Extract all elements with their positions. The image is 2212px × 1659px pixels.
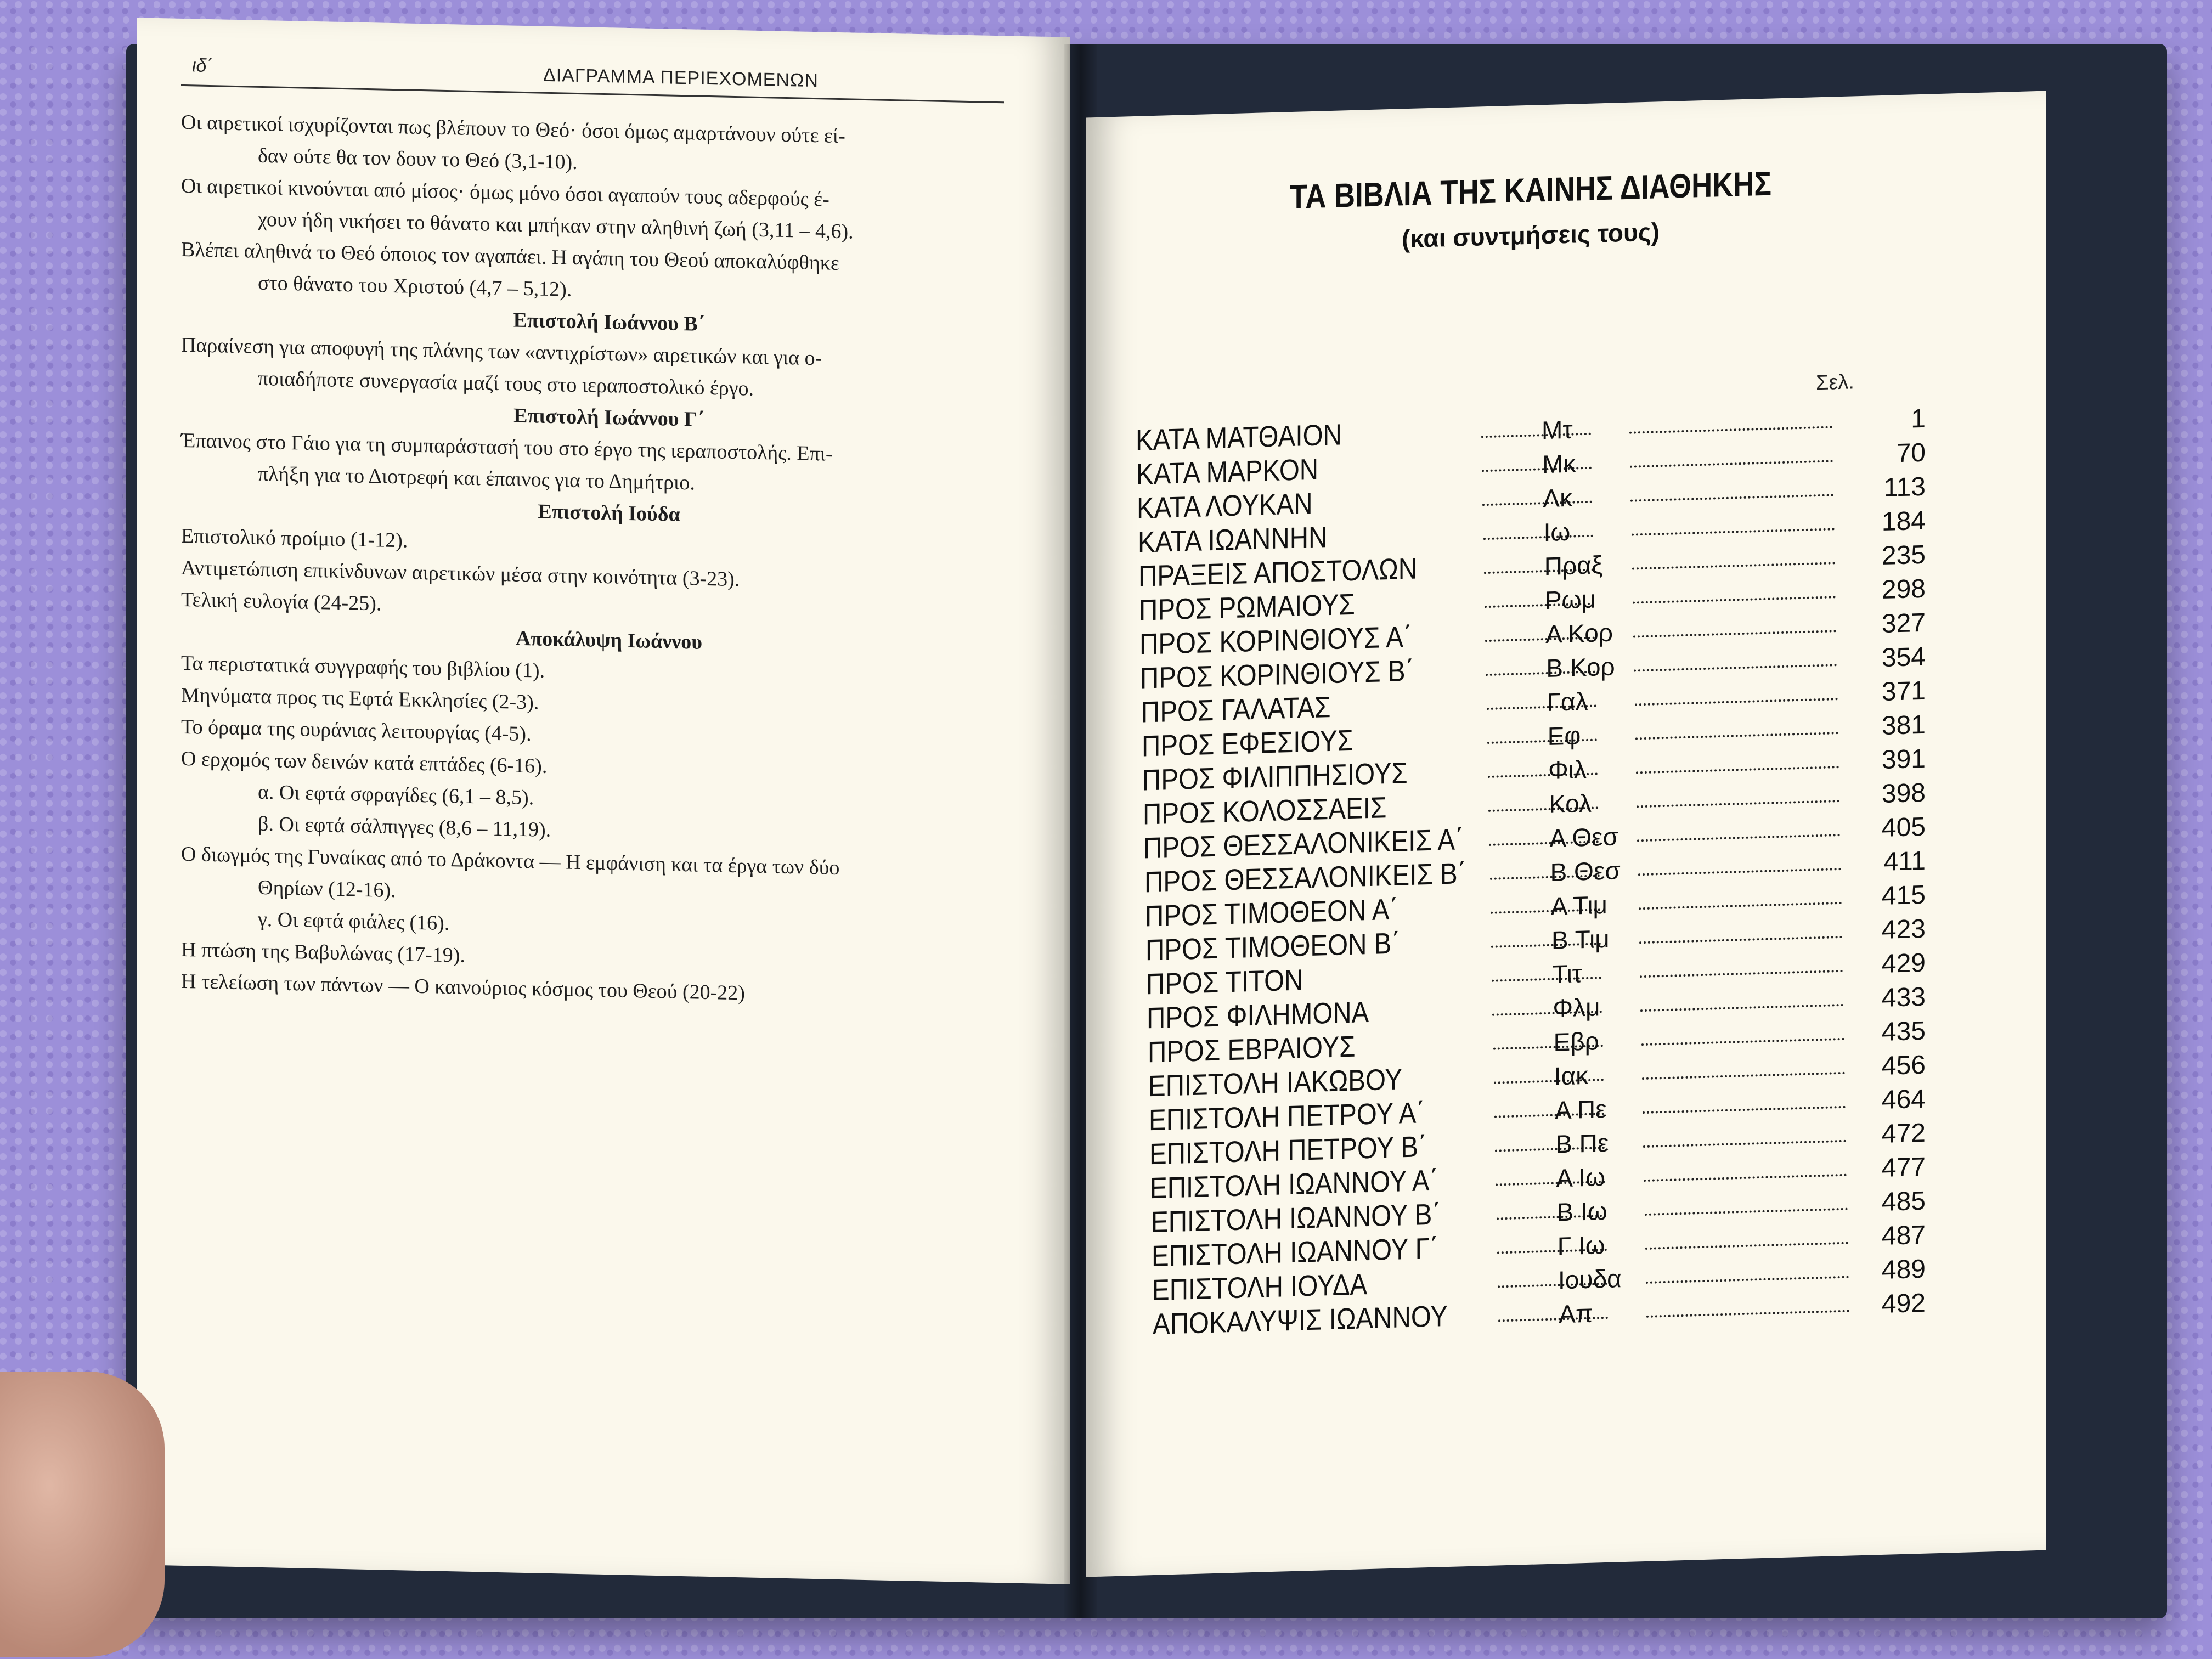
book-page-number: 354: [1881, 642, 1926, 673]
dot-leader: [1644, 1174, 1847, 1182]
outline-line: β. Οι εφτά σάλπιγγες (8,6 – 11,19).: [258, 812, 551, 842]
book-page-number: 398: [1881, 778, 1926, 809]
book-name: ΕΠΙΣΤΟΛΗ ΠΕΤΡΟΥ Α΄: [1149, 1096, 1425, 1137]
book-abbreviation: Α Κορ: [1545, 618, 1613, 649]
book-abbreviation: Α Ιω: [1556, 1163, 1606, 1193]
dot-leader: [1639, 936, 1842, 944]
outline-line: Αντιμετώπιση επικίνδυνων αιρετικών μέσα στην κοινότητα (3-23).: [181, 556, 740, 591]
book-abbreviation: Απ: [1559, 1299, 1593, 1329]
book-page-number: 411: [1883, 846, 1926, 877]
book-page-number: 433: [1881, 982, 1926, 1013]
dot-leader: [1482, 501, 1592, 506]
outline-line: Τα περιστατικά συγγραφής του βιβλίου (1).: [181, 651, 545, 682]
book-page-number: 327: [1881, 608, 1926, 639]
book-name: ΠΡΟΣ ΘΕΣΣΑΛΟΝΙΚΕΙΣ Β΄: [1144, 857, 1466, 899]
dot-leader: [1646, 1310, 1849, 1318]
book-page-number: 371: [1881, 676, 1926, 707]
book-name: ΚΑΤΑ ΜΑΤΘΑΙΟΝ: [1136, 418, 1342, 457]
book-name: ΑΠΟΚΑΛΥΨΙΣ ΙΩΑΝΝΟΥ: [1153, 1300, 1448, 1341]
outline-line: Οι αιρετικοί ισχυρίζονται πως βλέπουν το Θεό· όσοι όμως αμαρτάνουν ούτε εί-: [181, 110, 845, 148]
dot-leader: [1635, 732, 1838, 740]
book-abbreviation: Εφ: [1547, 721, 1581, 751]
book-name: ΠΡΟΣ ΤΙΤΟΝ: [1146, 963, 1304, 1001]
dot-leader: [1483, 535, 1593, 540]
left-page: [137, 18, 1070, 1584]
toc-title: ΤΑ ΒΙΒΛΙΑ ΤΗΣ ΚΑΙΝΗΣ ΔΙΑΘΗΚΗΣ: [1290, 165, 1771, 217]
outline-line: Ο διωγμός της Γυναίκας από το Δράκοντα — Η εμφάνιση και τα έργα των δύο: [181, 842, 840, 880]
book-name: ΚΑΤΑ ΛΟΥΚΑΝ: [1137, 487, 1313, 525]
book-name: ΠΡΟΣ ΤΙΜΟΘΕΟΝ Β΄: [1146, 927, 1401, 967]
book-page-number: 477: [1881, 1152, 1926, 1183]
book-page-number: 70: [1896, 438, 1926, 469]
outline-line: Επιστολικό προίμιο (1-12).: [181, 524, 408, 552]
dot-leader: [1481, 433, 1591, 438]
book-name: ΠΡΟΣ ΚΟΡΙΝΘΙΟΥΣ Α΄: [1139, 620, 1412, 661]
book-abbreviation: Γ Ιω: [1557, 1231, 1605, 1261]
running-title: ΔΙΑΓΡΑΜΜΑ ΠΕΡΙΕΧΟΜΕΝΩΝ: [543, 64, 819, 92]
dot-leader: [1630, 460, 1833, 467]
book-page-number: 184: [1881, 506, 1926, 537]
book-name: ΠΡΟΣ ΦΙΛΗΜΟΝΑ: [1147, 996, 1369, 1035]
book-page-number: 429: [1881, 948, 1926, 979]
book-abbreviation: Β Ιω: [1556, 1196, 1607, 1227]
book-abbreviation: Μτ: [1542, 415, 1573, 445]
book-abbreviation: Β Πε: [1555, 1128, 1609, 1159]
outline-line: Το όραμα της ουράνιας λειτουργίας (4-5).: [181, 715, 532, 746]
book-name: ΠΡΟΣ ΦΙΛΙΠΠΗΣΙΟΥΣ: [1142, 757, 1408, 797]
dot-leader: [1640, 1004, 1843, 1012]
book-page-number: 423: [1881, 914, 1926, 945]
book-abbreviation: Ρωμ: [1545, 584, 1596, 615]
section-heading: Επιστολή Ιωάννου Β΄: [513, 308, 705, 336]
book-abbreviation: Τιτ: [1552, 959, 1582, 989]
outline-line: α. Οι εφτά σφραγίδες (6,1 – 8,5).: [258, 780, 534, 810]
right-page: [1086, 91, 2046, 1577]
dot-leader: [1639, 902, 1842, 910]
book-name: ΕΠΙΣΤΟΛΗ ΙΩΑΝΝΟΥ Γ΄: [1151, 1232, 1438, 1273]
outline-line: δαν ούτε θα τον δουν το Θεό (3,1-10).: [258, 144, 578, 174]
book-page-number: 415: [1881, 880, 1926, 911]
books-table: [1136, 400, 1959, 1342]
section-heading: Αποκάλυψη Ιωάννου: [516, 627, 702, 654]
dot-leader: [1641, 1038, 1844, 1046]
book-abbreviation: Μκ: [1542, 449, 1576, 479]
outline-line: Τελική ευλογία (24-25).: [181, 588, 382, 616]
contents-outline: [181, 106, 1037, 1015]
dot-leader: [1645, 1242, 1848, 1250]
dot-leader: [1643, 1106, 1846, 1114]
book-name: ΕΠΙΣΤΟΛΗ ΙΩΑΝΝΟΥ Β΄: [1150, 1198, 1441, 1239]
dot-leader: [1640, 970, 1843, 978]
book-abbreviation: Ιω: [1543, 517, 1571, 547]
dot-leader: [1632, 562, 1835, 569]
book-abbreviation: Φιλ: [1548, 754, 1587, 785]
outline-line: χουν ήδη νικήσει το θάνατο και μπήκαν στην αληθινή ζωή (3,11 – 4,6).: [258, 207, 854, 244]
dot-leader: [1645, 1208, 1848, 1216]
running-header: [181, 52, 1004, 103]
book-abbreviation: Α Θεσ: [1549, 822, 1618, 853]
page-number: ιδ΄: [192, 55, 213, 77]
dot-leader: [1632, 528, 1835, 535]
dot-leader: [1633, 596, 1836, 603]
dot-leader: [1637, 834, 1840, 842]
dot-leader: [1633, 630, 1836, 637]
outline-line: Βλέπει αληθινά το Θεό όποιος τον αγαπάει. Η αγάπη του Θεού αποκαλύφθηκε: [181, 238, 839, 275]
book-page-number: 391: [1881, 744, 1926, 775]
book-name: ΕΠΙΣΤΟΛΗ ΙΟΥΔΑ: [1152, 1268, 1368, 1307]
dot-leader: [1646, 1276, 1849, 1284]
section-heading: Επιστολή Ιούδα: [538, 500, 680, 526]
book-name: ΠΡΑΞΕΙΣ ΑΠΟΣΤΟΛΩΝ: [1138, 552, 1417, 593]
book-page-number: 435: [1881, 1016, 1926, 1047]
book-abbreviation: Λκ: [1543, 483, 1573, 513]
book-name: ΠΡΟΣ ΤΙΜΟΘΕΟΝ Α΄: [1144, 893, 1398, 933]
book-abbreviation: Β Θεσ: [1550, 856, 1621, 887]
book-name: ΕΠΙΣΤΟΛΗ ΙΩΑΝΝΟΥ Α΄: [1150, 1164, 1438, 1205]
outline-line: πλήξη για το Διοτρεφή και έπαινος για το Δημήτριο.: [258, 462, 695, 495]
outline-line: Μηνύματα προς τις Εφτά Εκκλησίες (2-3).: [181, 683, 539, 714]
book-abbreviation: Β Τιμ: [1551, 924, 1610, 955]
book-page-number: 235: [1881, 540, 1926, 571]
toc-subtitle: (και συντμήσεις τους): [1401, 217, 1660, 253]
outline-line: Παραίνεση για αποφυγή της πλάνης των «αντιχρίστων» αιρετικών και για ο-: [181, 333, 822, 370]
dot-leader: [1630, 494, 1833, 501]
dot-leader: [1642, 1072, 1845, 1080]
page-column-label: Σελ.: [1816, 370, 1854, 395]
book-abbreviation: Γαλ: [1547, 686, 1588, 716]
book-page-number: 489: [1881, 1254, 1926, 1285]
book-abbreviation: Β Κορ: [1546, 652, 1615, 683]
outline-line: Έπαινος στο Γάιο για τη συμπαράστασή του στο έργο της ιεραποστολής. Επι-: [181, 428, 833, 466]
dot-leader: [1637, 800, 1839, 808]
book-name: ΕΠΙΣΤΟΛΗ ΙΑΚΩΒΟΥ: [1148, 1063, 1402, 1103]
book-abbreviation: Α Τιμ: [1550, 890, 1608, 921]
book-abbreviation: Εβρ: [1553, 1026, 1599, 1057]
book-abbreviation: Κολ: [1549, 788, 1592, 819]
book-abbreviation: Φλμ: [1553, 992, 1600, 1023]
section-heading: Επιστολή Ιωάννου Γ΄: [514, 404, 704, 431]
book-abbreviation: Ιουδα: [1558, 1264, 1622, 1295]
outline-line: Οι αιρετικοί κινούνται από μίσος· όμως μόνο όσοι αγαπούν τους αδερφούς έ-: [181, 174, 830, 211]
book-name: ΠΡΟΣ ΕΦΕΣΙΟΥΣ: [1141, 724, 1353, 763]
book-name: ΠΡΟΣ ΚΟΛΟΣΣΑΕΙΣ: [1143, 791, 1387, 831]
book-name: ΕΠΙΣΤΟΛΗ ΠΕΤΡΟΥ Β΄: [1149, 1130, 1427, 1171]
dot-leader: [1634, 664, 1837, 672]
dot-leader: [1643, 1140, 1846, 1148]
book-name: ΠΡΟΣ ΚΟΡΙΝΘΙΟΥΣ Β΄: [1140, 654, 1414, 695]
outline-line: στο θάνατο του Χριστού (4,7 – 5,12).: [258, 271, 572, 301]
book-abbreviation: Πραξ: [1544, 550, 1603, 581]
outline-line: γ. Οι εφτά φιάλες (16).: [258, 907, 450, 935]
book-page-number: 472: [1881, 1118, 1926, 1149]
book-page-number: 298: [1881, 574, 1926, 605]
dot-leader: [1636, 766, 1839, 774]
outline-line: Η πτώση της Βαβυλώνας (17-19).: [181, 938, 465, 967]
book-name: ΚΑΤΑ ΙΩΑΝΝΗΝ: [1137, 521, 1327, 559]
dot-leader: [1492, 977, 1601, 982]
book-page-number: 381: [1881, 710, 1926, 741]
book-page-number: 487: [1881, 1220, 1926, 1251]
book-page-number: 464: [1881, 1084, 1926, 1115]
book-page-number: 492: [1881, 1288, 1926, 1319]
book-page-number: 1: [1911, 404, 1926, 434]
dot-leader: [1629, 426, 1832, 433]
outline-line: Θηρίων (12-16).: [258, 876, 396, 902]
book-page-number: 456: [1881, 1050, 1926, 1081]
dot-leader: [1635, 698, 1838, 706]
book-abbreviation: Α Πε: [1555, 1094, 1607, 1125]
book-name: ΚΑΤΑ ΜΑΡΚΟΝ: [1136, 453, 1319, 491]
outline-line: Ο ερχομός των δεινών κατά επτάδες (6-16).: [181, 747, 548, 778]
outline-line: Η τελείωση των πάντων — Ο καινούριος κόσμος του Θεού (20-22): [181, 969, 745, 1005]
outline-line: ποιαδήποτε συνεργασία μαζί τους στο ιεραποστολικό έργο.: [258, 366, 754, 400]
book-name: ΠΡΟΣ ΡΩΜΑΙΟΥΣ: [1139, 588, 1355, 627]
book-page-number: 405: [1881, 812, 1926, 843]
thumb: [0, 1372, 165, 1657]
book-page-number: 113: [1883, 472, 1926, 503]
book-name: ΠΡΟΣ ΘΕΣΣΑΛΟΝΙΚΕΙΣ Α΄: [1143, 823, 1464, 865]
book-name: ΠΡΟΣ ΕΒΡΑΙΟΥΣ: [1147, 1030, 1356, 1069]
book-page-number: 485: [1881, 1186, 1926, 1217]
dot-leader: [1638, 868, 1841, 876]
book-abbreviation: Ιακ: [1554, 1060, 1589, 1091]
book-name: ΠΡΟΣ ΓΑΛΑΤΑΣ: [1141, 691, 1331, 729]
